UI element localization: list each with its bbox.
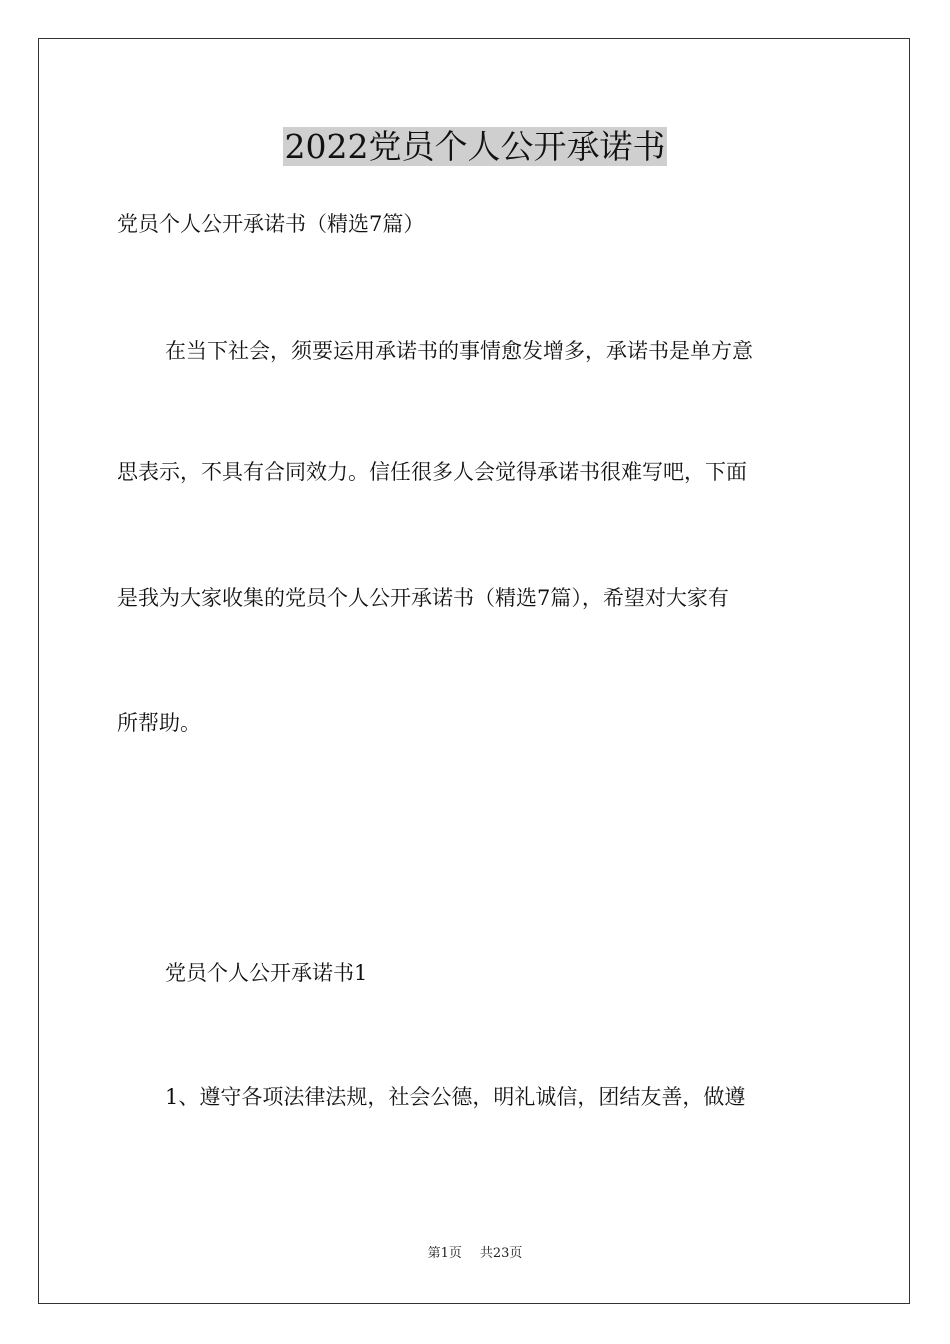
- intro-line-3: 是我为大家收集的党员个人公开承诺书（精选7篇），希望对大家有: [117, 586, 729, 610]
- intro-line-2: 思表示，不具有合同效力。信任很多人会觉得承诺书很难写吧，下面: [117, 460, 747, 484]
- intro-line-1: 在当下社会，须要运用承诺书的事情愈发增多，承诺书是单方意: [165, 339, 753, 363]
- page-total: 共23页: [479, 1246, 523, 1261]
- page-footer: [0, 1245, 950, 1263]
- page-number: 第1页: [427, 1246, 462, 1261]
- document-title: [0, 124, 950, 170]
- document-subtitle: 党员个人公开承诺书（精选7篇）: [117, 212, 425, 236]
- section-heading: 党员个人公开承诺书1: [165, 961, 368, 985]
- item-1-line: 1、遵守各项法律法规，社会公德，明礼诚信，团结友善，做遵: [165, 1085, 746, 1109]
- intro-line-4: 所帮助。: [117, 711, 201, 735]
- document-title-text: 2022党员个人公开承诺书: [284, 127, 666, 166]
